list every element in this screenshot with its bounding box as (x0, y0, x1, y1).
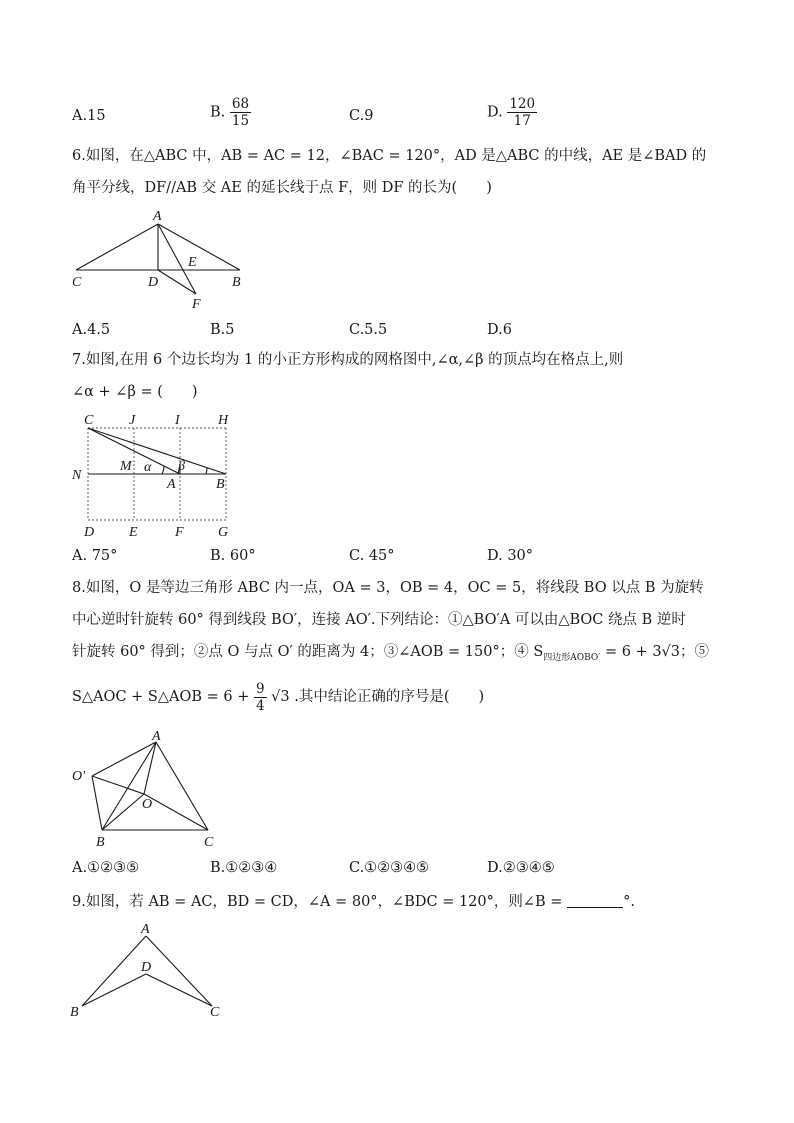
q6-label-c: C (72, 275, 82, 290)
q8-segment-bo (102, 794, 144, 830)
q7-angle-beta-arc (206, 468, 207, 474)
q8-fraction: $\frac{9}{4}$ (255, 680, 265, 714)
q8-segment-ao (144, 742, 156, 794)
q8-text-line1: 8.如图，O 是等边三角形 ABC 内一点，OA = 3，OB = 4，OC = 5，将线段 BO 以点 B 为旋转 (72, 580, 704, 596)
q6-label-b: B (232, 275, 241, 290)
q7-label-alpha: α (144, 460, 152, 475)
q8-segment-ac (156, 742, 208, 830)
q7-label-j: J (129, 413, 136, 428)
q7-choice-d: D. 30° (487, 548, 534, 564)
q9-label-b: B (70, 1005, 79, 1020)
q7-label-d: D (84, 525, 95, 540)
q9-label-d: D (141, 960, 152, 975)
q7-label-n: N (72, 468, 82, 483)
q7-text-line1: 7.如图,在用 6 个边长均为 1 的小正方形构成的网格图中,∠α,∠β 的顶点均在格点上,则 (72, 352, 624, 368)
q7-angle-alpha-arc (162, 466, 164, 474)
q8-segment-ab (102, 742, 156, 830)
q8-label-b: B (96, 835, 105, 850)
q7-label-e: E (129, 525, 138, 540)
q8-text-line3: 针旋转 60° 得到；②点 O 与点 O′ 的距离为 4；③∠AOB = 150°；④ $S_{四边形AOBO'} = 6 + 3√3$；⑤ (72, 644, 710, 663)
q7-choice-a: A. 75° (72, 548, 118, 564)
q7-label-beta: β (178, 459, 185, 474)
q8-choice-b: B.①②③④ (210, 860, 278, 876)
q5-choice-d-fraction: $\frac{120}{17}$ (509, 96, 536, 129)
q6-text-line1: 6.如图，在△ABC 中，AB = AC = 12，∠BAC = 120°，AD 是△ABC 的中线，AE 是∠BAD 的 (72, 148, 707, 164)
q9-figure (64, 918, 234, 1022)
q6-choice-c: C.5.5 (349, 322, 388, 338)
q6-label-d: D (148, 275, 159, 290)
q8-choice-d: D.②③④⑤ (487, 860, 555, 876)
q8-area-subscript: 四边形AOBO′ (543, 652, 601, 663)
q6-text-line2: 角平分线，DF//AB 交 AE 的延长线于点 F，则 DF 的长为( ) (72, 180, 492, 196)
q7-choice-b: B. 60° (210, 548, 256, 564)
q5-choice-a: A.15 (72, 108, 106, 124)
q9-segment-bd (82, 974, 146, 1006)
q6-label-e: E (188, 255, 197, 270)
q8-choice-c: C.①②③④⑤ (349, 860, 430, 876)
q5-choice-b-fraction: $\frac{68}{15}$ (231, 96, 250, 129)
q8-segment-ao-prime (92, 742, 156, 776)
q7-text-line2: ∠α + ∠β = ( ) (72, 384, 198, 400)
q6-label-f: F (192, 297, 201, 312)
q9-label-c: C (210, 1005, 220, 1020)
q7-label-f: F (175, 525, 184, 540)
q8-label-o-prime: O′ (72, 769, 86, 784)
q8-text-line4: S△AOC + S△AOB = 6 + $\frac{9}{4}$ √3 .其中结论正确的序号是( ) (72, 680, 485, 714)
q7-label-m: M (120, 459, 132, 474)
q6-figure (60, 200, 270, 312)
q5-choice-c: C.9 (349, 108, 374, 124)
q8-segment-oo-prime (92, 776, 144, 794)
q7-label-g: G (218, 525, 229, 540)
q8-segment-co (144, 794, 208, 830)
q6-label-a: A (153, 209, 162, 224)
q6-segment-df (158, 270, 196, 294)
q6-segment-ca (76, 224, 158, 270)
q5-choice-d: D. $\frac{120}{17}$ (487, 96, 536, 129)
q7-label-c: C (84, 413, 94, 428)
q6-choice-b: B.5 (210, 322, 235, 338)
q9-segment-ac (146, 936, 212, 1006)
q7-label-h: H (218, 413, 229, 428)
q9-segment-cd (146, 974, 212, 1006)
q8-label-a: A (152, 729, 161, 744)
q7-line-ca (88, 428, 180, 474)
q7-label-b: B (216, 477, 225, 492)
q9-label-a: A (141, 922, 150, 937)
q8-choice-a: A.①②③⑤ (72, 860, 140, 876)
q9-segment-ab (82, 936, 146, 1006)
q7-choice-c: C. 45° (349, 548, 395, 564)
q7-line-cb (88, 428, 226, 474)
q7-figure (66, 408, 246, 544)
q6-choice-d: D.6 (487, 322, 512, 338)
q8-segment-bo-prime (92, 776, 102, 830)
q7-label-a: A (167, 477, 176, 492)
q9-answer-blank[interactable] (567, 893, 623, 908)
q8-text-line2: 中心逆时针旋转 60° 得到线段 BO′，连接 AO′.下列结论：①△BO′A 可以由△BOC 绕点 B 逆时 (72, 612, 686, 628)
q8-label-o: O (142, 797, 153, 812)
q7-label-i: I (175, 413, 180, 428)
q8-label-c: C (204, 835, 214, 850)
q9-text-line: 9.如图，若 AB = AC，BD = CD，∠A = 80°，∠BDC = 120°，则∠B = °. (72, 894, 635, 910)
q6-choice-a: A.4.5 (72, 322, 111, 338)
q5-choice-b: B. $\frac{68}{15}$ (210, 96, 250, 129)
q8-figure (66, 726, 230, 852)
